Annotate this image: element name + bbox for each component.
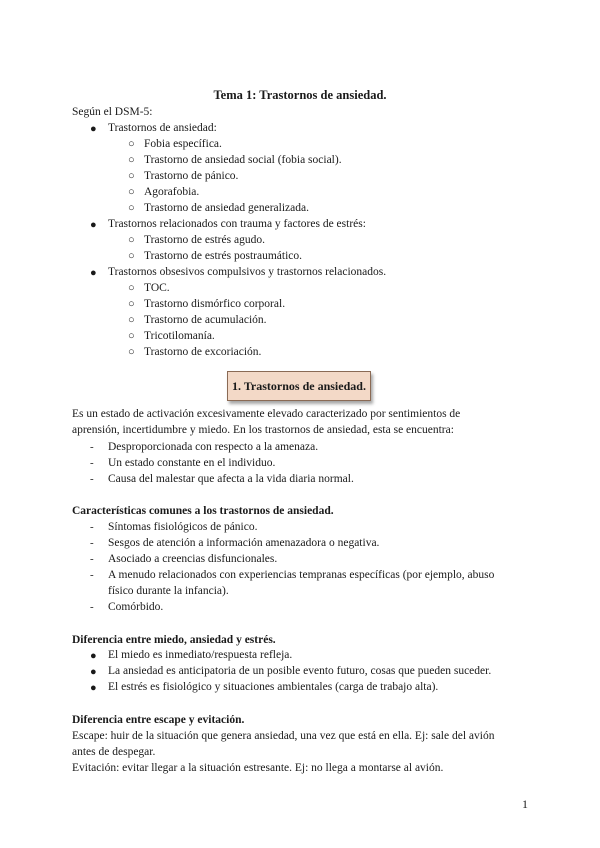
circle-bullet-icon: ○	[128, 346, 135, 358]
disc-bullet-icon: ●	[90, 219, 97, 231]
page-number: 1	[522, 797, 528, 811]
dash-bullet-icon: -	[90, 569, 94, 581]
dash-bullet-icon: -	[90, 537, 94, 549]
list-item: Síntomas fisiológicos de pánico.	[108, 521, 258, 533]
paragraph-line: Evitación: evitar llegar a la situación estresante. Ej: no llega a montarse al avión.	[72, 762, 444, 774]
circle-bullet-icon: ○	[128, 250, 135, 262]
dash-bullet-icon: -	[90, 457, 94, 469]
circle-bullet-icon: ○	[128, 170, 135, 182]
outline-item: Trastornos obsesivos compulsivos y trastornos relacionados.	[108, 266, 387, 278]
dash-bullet-icon: -	[90, 553, 94, 565]
circle-bullet-icon: ○	[128, 282, 135, 294]
outline-subitem: TOC.	[144, 282, 170, 294]
list-item: Un estado constante en el individuo.	[108, 457, 276, 469]
circle-bullet-icon: ○	[128, 298, 135, 310]
list-item: Causa del malestar que afecta a la vida diaria normal.	[108, 473, 354, 485]
dash-bullet-icon: -	[90, 441, 94, 453]
list-item: Asociado a creencias disfuncionales.	[108, 553, 278, 565]
definition-line: aprensión, incertidumbre y miedo. En los trastornos de ansiedad, esta se encuentra:	[72, 424, 454, 436]
difference-heading: Diferencia entre miedo, ansiedad y estrés.	[72, 634, 276, 646]
list-item: La ansiedad es anticipatoria de un posible evento futuro, cosas que pueden suceder.	[108, 665, 492, 677]
outline-subitem: Trastorno de estrés agudo.	[144, 234, 265, 246]
circle-bullet-icon: ○	[128, 234, 135, 246]
circle-bullet-icon: ○	[128, 154, 135, 166]
outline-subitem: Trastorno dismórfico corporal.	[144, 298, 286, 310]
outline-subitem: Trastorno de excoriación.	[144, 346, 262, 358]
outline-subitem: Agorafobia.	[144, 186, 200, 198]
circle-bullet-icon: ○	[128, 314, 135, 326]
outline-subitem: Fobia específica.	[144, 138, 222, 150]
dash-bullet-icon: -	[90, 521, 94, 533]
outline-subitem: Tricotilomanía.	[144, 330, 215, 342]
list-item-continuation: físico durante la infancia).	[108, 585, 229, 597]
dash-bullet-icon: -	[90, 601, 94, 613]
outline-subitem: Trastorno de ansiedad generalizada.	[144, 202, 309, 214]
circle-bullet-icon: ○	[128, 202, 135, 214]
outline-item: Trastornos de ansiedad:	[108, 122, 217, 134]
dash-bullet-icon: -	[90, 473, 94, 485]
list-item: Comórbido.	[108, 601, 164, 613]
disc-bullet-icon: ●	[90, 123, 97, 135]
outline-subitem: Trastorno de ansiedad social (fobia social).	[144, 154, 342, 166]
circle-bullet-icon: ○	[128, 186, 135, 198]
list-item: Sesgos de atención a información amenazadora o negativa.	[108, 537, 380, 549]
circle-bullet-icon: ○	[128, 138, 135, 150]
outline-subitem: Trastorno de acumulación.	[144, 314, 267, 326]
list-item: El miedo es inmediato/respuesta refleja.	[108, 649, 293, 661]
disc-bullet-icon: ●	[90, 650, 97, 662]
characteristics-heading: Características comunes a los trastornos de ansiedad.	[72, 505, 334, 517]
disc-bullet-icon: ●	[90, 267, 97, 279]
disc-bullet-icon: ●	[90, 666, 97, 678]
outline-subitem: Trastorno de pánico.	[144, 170, 239, 182]
paragraph-line: Escape: huir de la situación que genera ansiedad, una vez que está en ella. Ej: sale del avión	[72, 730, 495, 742]
intro-text: Según el DSM-5:	[72, 106, 153, 118]
page-title: Tema 1: Trastornos de ansiedad.	[213, 88, 387, 102]
outline-item: Trastornos relacionados con trauma y factores de estrés:	[108, 218, 366, 230]
paragraph-line: antes de despegar.	[72, 746, 156, 758]
definition-line: Es un estado de activación excesivamente elevado caracterizado por sentimientos de	[72, 408, 461, 420]
list-item: Desproporcionada con respecto a la amenaza.	[108, 441, 319, 453]
disc-bullet-icon: ●	[90, 682, 97, 694]
difference-heading: Diferencia entre escape y evitación.	[72, 714, 245, 726]
list-item: El estrés es fisiológico y situaciones ambientales (carga de trabajo alta).	[108, 681, 439, 693]
section-heading: 1. Trastornos de ansiedad.	[227, 371, 371, 401]
circle-bullet-icon: ○	[128, 330, 135, 342]
list-item: A menudo relacionados con experiencias tempranas específicas (por ejemplo, abuso	[108, 569, 495, 581]
outline-subitem: Trastorno de estrés postraumático.	[144, 250, 302, 262]
